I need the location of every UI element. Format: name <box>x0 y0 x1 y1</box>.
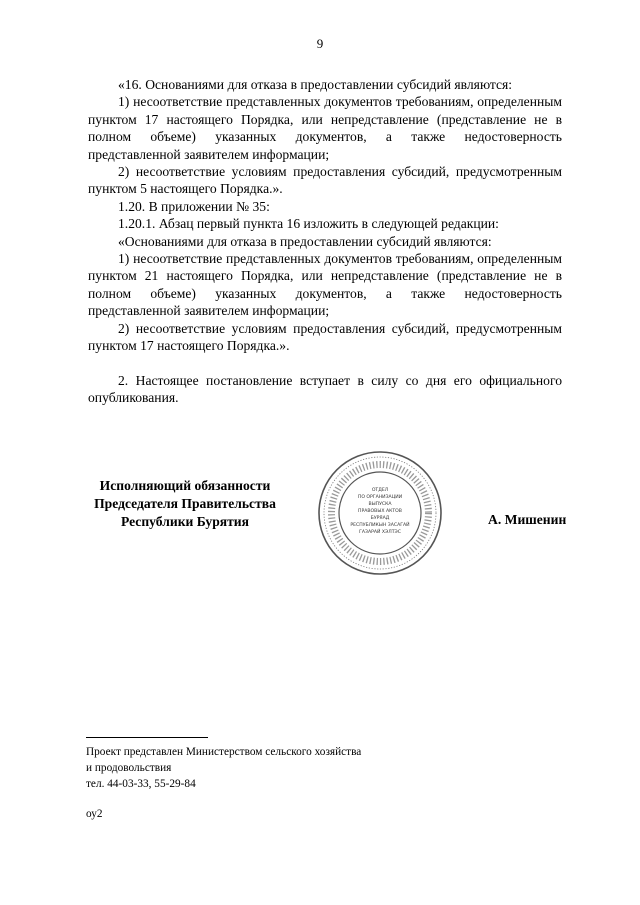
signatory-title-line-1: Исполняющий обязанности <box>99 478 271 493</box>
signatory-title-line-2: Председателя Правительства <box>94 496 276 511</box>
paragraph-4: 1.20. В приложении № 35: <box>118 198 270 214</box>
footnote-line-2: и продовольствия <box>86 762 172 774</box>
seal-line-5: БУРЯАД <box>370 516 390 521</box>
footnote-divider <box>86 737 208 738</box>
official-seal <box>316 449 444 577</box>
signatory-name: А. Мишенин <box>488 512 567 527</box>
footnote <box>86 744 506 792</box>
seal-line-3: ВЫПУСКА <box>368 502 392 507</box>
seal-line-2: ПО ОРГАНИЗАЦИИ <box>357 495 403 500</box>
paragraph-7: 1) несоответствие представленных документов требованиям, определенным пунктом 21 настоящего Порядка, или непредставление (представление не в полном объеме) указанных документов, а также недостоверность представленной заявителем информации; <box>88 251 562 319</box>
footnote-line-1: Проект представлен Министерством сельского хозяйства <box>86 746 362 758</box>
signatory-title-line-3: Республики Бурятия <box>120 514 249 529</box>
document-code: оу2 <box>86 808 103 820</box>
paragraph-3: 2) несоответствие условиям предоставления субсидий, предусмотренным пунктом 5 настоящего Порядка.». <box>88 164 562 197</box>
paragraph-2: 1) несоответствие представленных документов требованиям, определенным пунктом 17 настоящего Порядка, или непредставление (представление не в полном объеме) указанных документов, а также недостоверность представленной заявителем информации; <box>88 94 562 162</box>
paragraph-5: 1.20.1. Абзац первый пункта 16 изложить в следующей редакции: <box>118 216 499 232</box>
seal-line-7: ГАЗАРАЙ ХЭЛТЭС <box>359 530 401 535</box>
page-number: 9 <box>316 36 324 51</box>
seal-line-4: ПРАВОВЫХ АКТОВ <box>358 509 402 514</box>
seal-stamp-icon <box>316 449 444 577</box>
footnote-line-3: тел. 44-03-33, 55-29-84 <box>86 778 196 790</box>
seal-line-1: ОТДЕЛ <box>371 488 389 493</box>
paragraph-6: «Основаниями для отказа в предоставлении субсидий являются: <box>118 233 492 249</box>
signatory-title <box>80 477 290 531</box>
paragraph-1: «16. Основаниями для отказа в предоставлении субсидий являются: <box>118 77 513 92</box>
seal-line-6: РЕСПУБЛИКЫН ЗАСАГАЙ <box>350 523 410 528</box>
paragraph-8: 2) несоответствие условиям предоставления субсидий, предусмотренным пунктом 17 настоящего Порядка.». <box>88 320 562 354</box>
document-body <box>88 76 562 406</box>
paragraph-9: 2. Настоящее постановление вступает в силу со дня его официального опубликования. <box>88 372 562 405</box>
